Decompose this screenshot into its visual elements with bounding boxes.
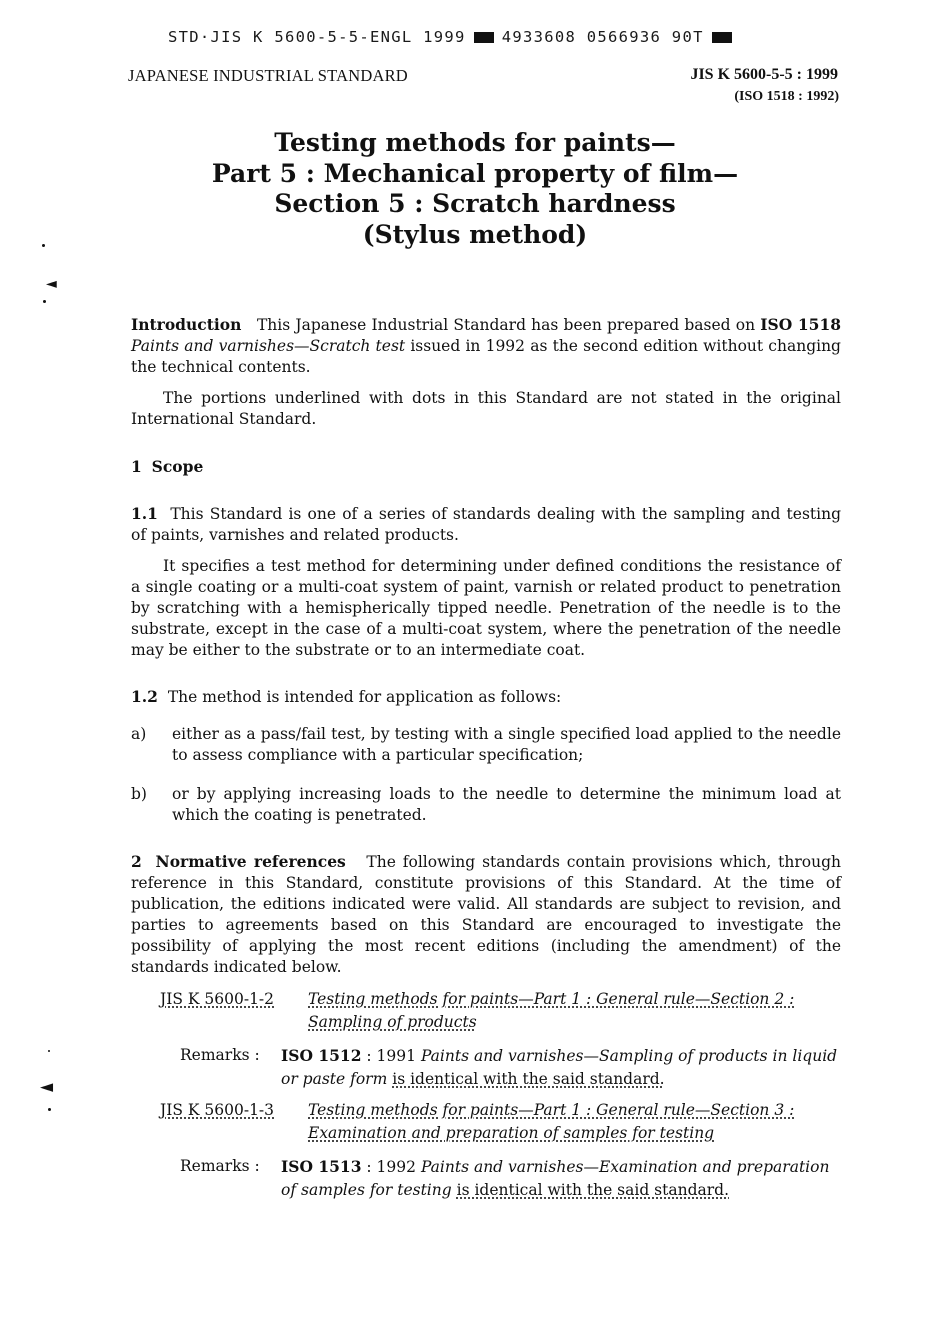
reference-remarks bbox=[180, 1155, 850, 1201]
normative-heading-num: 2 bbox=[131, 852, 142, 871]
scope-1-1 bbox=[131, 503, 841, 661]
reference-title: Testing methods for paints—Part 1 : General rule—Section 3 : Examination and preparation of samples for testing bbox=[308, 1101, 795, 1142]
remarks-iso: ISO 1513 bbox=[281, 1157, 362, 1176]
remarks-tail: is identical with the said standard. bbox=[392, 1070, 665, 1088]
list-item-text: either as a pass/fail test, by testing with a single specified load applied to the needle to assess compliance with a particular specification; bbox=[172, 725, 841, 764]
remarks-iso: ISO 1512 bbox=[281, 1046, 362, 1065]
intro-heading: Introduction bbox=[131, 315, 242, 334]
scope-1-1-text: This Standard is one of a series of standards dealing with the sampling and testing of paints, varnishes and related products. bbox=[131, 505, 842, 544]
normative-text: The following standards contain provisions which, through reference in this Standard, constitute provisions of this Standard. At the time of publication, the editions indicated were valid. All standards are subject to revision, and parties to agreements based on this Standard are encouraged to investigate the possibility of applying the most recent editions (including the amendment) of the standards indicated below. bbox=[131, 853, 841, 976]
intro-text-2: issued in 1992 as the second edition without changing the technical contents. bbox=[131, 337, 841, 376]
reference-entry bbox=[160, 1099, 850, 1145]
list-marker: a) bbox=[131, 725, 147, 743]
scope-1-1-num: 1.1 bbox=[131, 504, 158, 523]
list-item-a bbox=[131, 724, 841, 766]
list-item-text: or by applying increasing loads to the needle to determine the minimum load at which the coating is penetrated. bbox=[172, 785, 841, 824]
intro-paragraph bbox=[131, 314, 841, 378]
remarks-text bbox=[281, 1155, 846, 1202]
scan-header bbox=[168, 28, 740, 46]
scan-header-left: STD·JIS K 5600-5-5-ENGL 1999 bbox=[168, 28, 466, 46]
scan-speck bbox=[43, 300, 46, 303]
introduction-section bbox=[131, 314, 841, 430]
title-line-1: Testing methods for paints— bbox=[274, 128, 676, 157]
scan-speck bbox=[42, 244, 45, 247]
document-title bbox=[0, 128, 950, 250]
scope-1-1-paragraph bbox=[131, 503, 841, 546]
scan-header-right: 4933608 0566936 90T bbox=[501, 28, 704, 46]
intro-title-ref: Paints and varnishes—Scratch test bbox=[131, 337, 406, 355]
remarks-year: : 1992 bbox=[361, 1158, 421, 1176]
scope-heading-text: Scope bbox=[151, 457, 204, 476]
intro-iso-ref: ISO 1518 bbox=[760, 315, 842, 334]
standard-body-label: JAPANESE INDUSTRIAL STANDARD bbox=[128, 66, 408, 85]
scan-speck: ◄ bbox=[46, 276, 57, 292]
scope-1-2 bbox=[131, 686, 841, 708]
normative-paragraph bbox=[131, 851, 841, 978]
remarks-tail: is identical with the said standard. bbox=[456, 1181, 729, 1199]
remarks-label: Remarks : bbox=[180, 1046, 260, 1064]
title-line-3: Section 5 : Scratch hardness bbox=[274, 189, 676, 218]
scan-bar bbox=[474, 32, 494, 43]
intro-paragraph-2: The portions underlined with dots in this Standard are not stated in the original International Standard. bbox=[131, 389, 841, 428]
remarks-title: Paints and varnishes—Sampling of products in liquid or paste form bbox=[281, 1047, 838, 1088]
reference-title: Testing methods for paints—Part 1 : General rule—Section 2 : Sampling of products bbox=[308, 990, 795, 1031]
remarks-label: Remarks : bbox=[180, 1157, 260, 1175]
scope-heading-num: 1 bbox=[131, 457, 142, 476]
reference-code: JIS K 5600-1-3 bbox=[160, 1101, 275, 1119]
remarks-year: : 1991 bbox=[361, 1047, 421, 1065]
scope-1-2-num: 1.2 bbox=[131, 687, 158, 706]
list-marker: b) bbox=[131, 785, 147, 803]
normative-heading: Normative references bbox=[155, 852, 346, 871]
title-line-4: (Stylus method) bbox=[362, 219, 588, 249]
reference-code: JIS K 5600-1-2 bbox=[160, 990, 275, 1008]
remarks-text bbox=[281, 1044, 846, 1091]
iso-number: (ISO 1518 : 1992) bbox=[734, 89, 839, 104]
scan-speck bbox=[48, 1050, 50, 1052]
scope-heading bbox=[131, 456, 841, 478]
intro-text-1: This Japanese Industrial Standard has been prepared based on bbox=[256, 316, 761, 334]
scope-1-2-text: The method is intended for application as follows: bbox=[167, 688, 562, 706]
scope-1-2-paragraph bbox=[131, 686, 841, 708]
scan-speck bbox=[48, 1108, 51, 1111]
scope-1-1-paragraph-2: It specifies a test method for determining under defined conditions the resistance of a single coating or a multi-coat system of paint, varnish or related product to penetration by scratching with a hemispherically tipped needle. Penetration of the needle is to the substrate, except in the case of a multi-coat system, where the penetration of the needle may be either to the substrate or to an intermediate coat. bbox=[131, 557, 841, 659]
reference-entry bbox=[160, 988, 850, 1034]
title-line-2: Part 5 : Mechanical property of film— bbox=[211, 158, 739, 188]
reference-remarks bbox=[180, 1044, 850, 1090]
scan-speck: ◄ bbox=[40, 1077, 54, 1097]
remarks-title: Paints and varnishes—Examination and preparation of samples for testing bbox=[281, 1158, 830, 1199]
normative-references-section bbox=[131, 851, 841, 978]
list-item-b bbox=[131, 784, 841, 826]
standard-number: JIS K 5600-5-5 : 1999 bbox=[690, 66, 838, 83]
scan-bar bbox=[712, 32, 732, 43]
